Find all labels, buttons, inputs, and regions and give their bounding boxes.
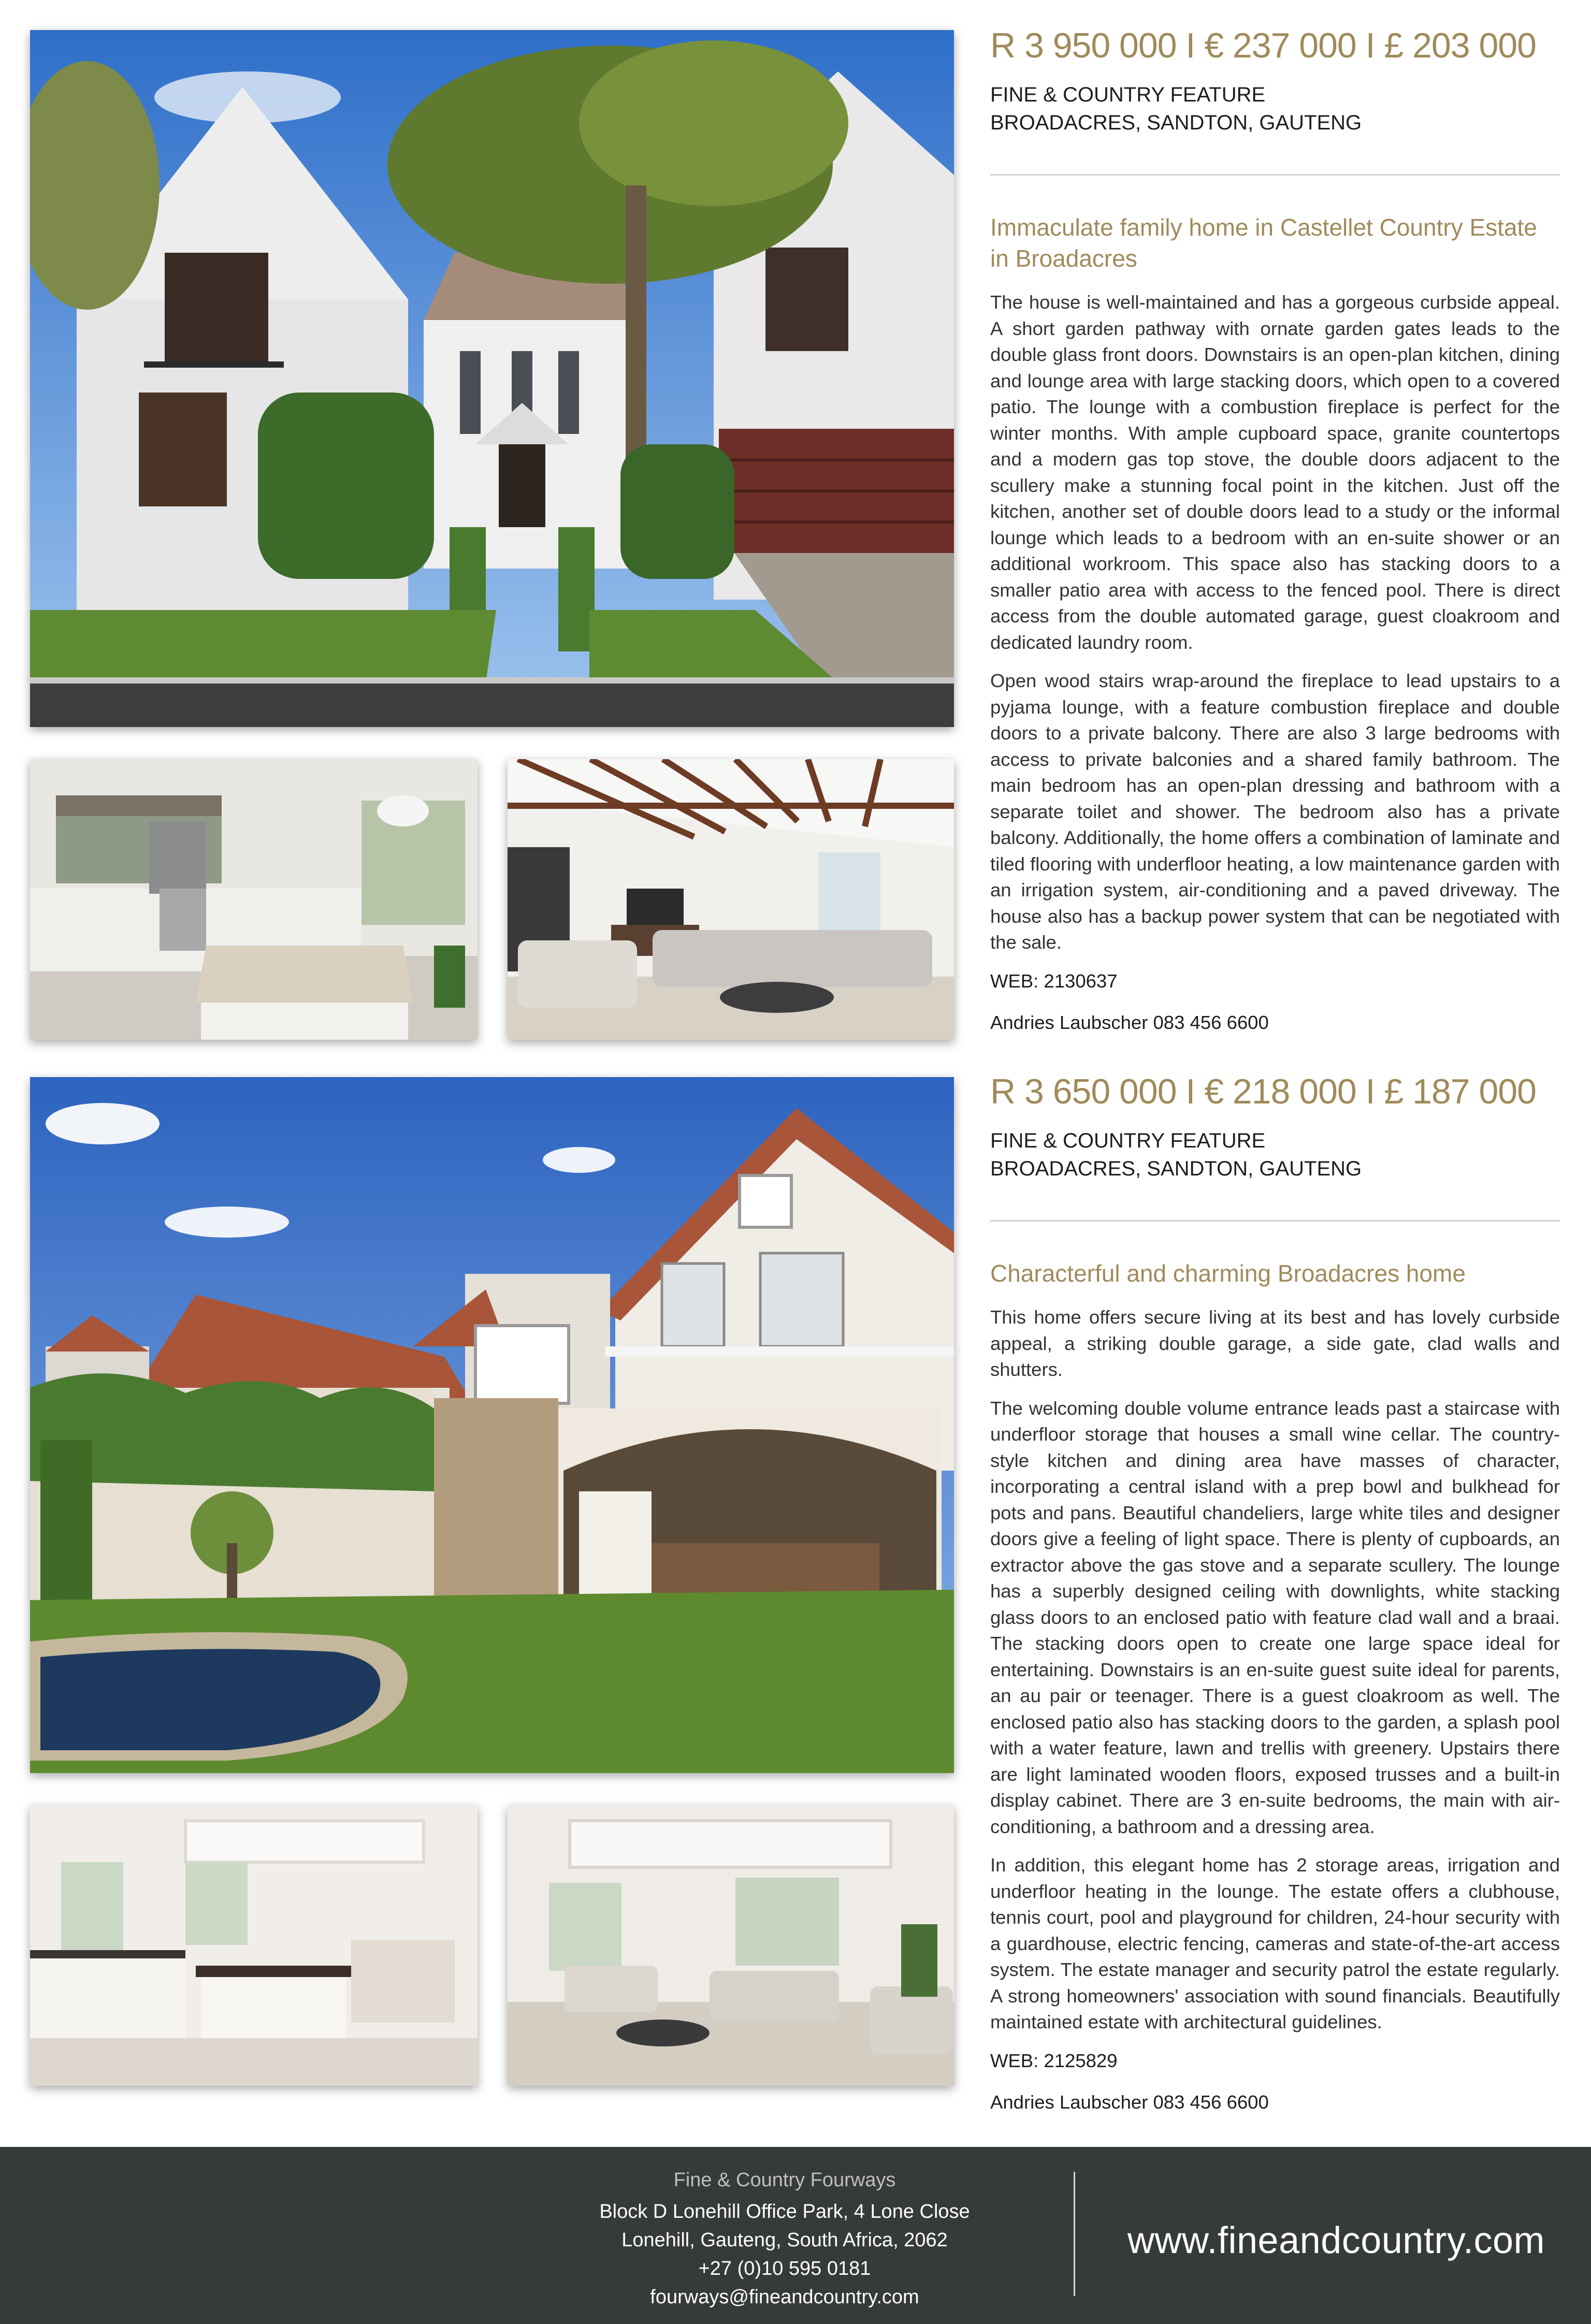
listing2-feature-block (990, 1127, 1560, 1183)
footer-office-block (518, 2168, 1051, 2312)
listing1-kitchen-photo (30, 759, 478, 1040)
listing2-kitchen-photo (30, 1805, 478, 2086)
listing1-location: BROADACRES, SANDTON, GAUTENG (990, 111, 1362, 134)
listing2-lounge-photo (508, 1805, 954, 2086)
footer-phone[interactable]: +27 (0)10 595 0181 (698, 2258, 871, 2279)
listing2-agent-contact: Andries Laubscher 083 456 6600 (990, 2091, 1269, 2113)
footer-office-name: Fine & Country Fourways (673, 2169, 896, 2191)
listing1-web-reference: WEB: 2130637 (990, 970, 1118, 992)
listing1-headline: Immaculate family home in Castellet Country Estate in Broadacres (990, 214, 1537, 272)
footer-address-line: Lonehill, Gauteng, South Africa, 2062 (621, 2229, 948, 2251)
listing1-divider (990, 174, 1560, 176)
listing1-feature-block (990, 81, 1560, 137)
footer-email-link[interactable]: fourways@fineandcountry.com (650, 2286, 919, 2308)
listing1-price: R 3 950 000 I € 237 000 I £ 203 000 (990, 26, 1536, 65)
listing2-headline: Characterful and charming Broadacres home (990, 1260, 1466, 1287)
listing1-main-photo (30, 30, 954, 727)
listing2-location: BROADACRES, SANDTON, GAUTENG (990, 1157, 1362, 1180)
listing1-paragraph: Open wood stairs wrap-around the fireplace to lead upstairs to a pyjama lounge, with a feature combustion fireplace and double doors to a private balcony. There are also 3 large bedrooms with access to private balconies and a shared family bathroom. The main bedroom has an open-plan dressing and bathroom with a separate toilet and shower. The bedroom also has a private balcony. Additionally, the home offers a combination of laminate and tiled flooring with underfloor heating, a low maintenance garden with an irrigation system, air-conditioning and a paved driveway. The house also has a backup power system that can be negotiated with the sale. (990, 670, 1560, 953)
listing2-divider (990, 1220, 1560, 1222)
listing2-price: R 3 650 000 I € 218 000 I £ 187 000 (990, 1072, 1536, 1111)
footer-website-link[interactable]: www.fineandcountry.com (1127, 2220, 1545, 2261)
listing2-paragraph: The welcoming double volume entrance leads past a staircase with underfloor storage that houses a small wine cellar. The country-style kitchen and dining area have masses of character, incorporating a central island with a prep bowl and bulkhead for pots and pans. Beautiful chandeliers, large white tiles and designer doors give a feeling of light space. There is plenty of cupboards, an extractor above the gas stove and a separate scullery. The lounge has a superbly designed ceiling with downlights, white stacking glass doors to an enclosed patio with feature clad wall and a braai. The stacking doors open to create one large space ideal for entertaining. Downstairs is an en-suite guest suite ideal for parents, an au pair or teenager. There is a guest cloakroom as well. The enclosed patio also has stacking doors to the garden, a splash pool with a water feature, lawn and trellis with greenery. Upstairs there are light laminated wooden floors, exposed trusses and a built-in display cabinet. There are 3 en-suite bedrooms, the main with air-conditioning, a bathroom and a dressing area. (990, 1397, 1560, 1837)
listing2-main-photo (30, 1077, 954, 1773)
listing1-details (990, 28, 1560, 1034)
listing1-agent-contact: Andries Laubscher 083 456 6600 (990, 1011, 1269, 1033)
listing1-feature-label: FINE & COUNTRY FEATURE (990, 83, 1266, 106)
footer-divider (1074, 2172, 1075, 2296)
footer (0, 2147, 1591, 2324)
listing2-paragraph: In addition, this elegant home has 2 storage areas, irrigation and underfloor heating in the lounge. The estate offers a clubhouse, tennis court, pool and playground for children, 24-hour security with a guardhouse, electric fencing, cameras and state-of-the-art access system. The estate manager and security patrol the estate regularly. A strong homeowners' association with sound financials. Beautifully maintained estate with architectural guidelines. (990, 1854, 1560, 2032)
listing1-lounge-photo (508, 759, 954, 1040)
listing1-paragraph: The house is well-maintained and has a gorgeous curbside appeal. A short garden pathway with ornate garden gates leads to the double glass front doors. Downstairs is an open-plan kitchen, dining and lounge area with large stacking doors, which open to a covered patio. The lounge with a combustion fireplace is perfect for the winter months. With ample cupboard space, granite countertops and a modern gas top stove, the double doors adjacent to the scullery make a stunning focal point in the kitchen. Just off the kitchen, another set of double doors lead to a study or the informal lounge which leads to a bedroom with an en-suite shower or an additional workroom. This space also has stacking doors to a smaller patio area with access to the fenced pool. There is direct access from the double automated garage, guest cloakroom and dedicated laundry room. (990, 292, 1560, 653)
listing2-feature-label: FINE & COUNTRY FEATURE (990, 1129, 1266, 1152)
listing2-web-reference: WEB: 2125829 (990, 2050, 1118, 2071)
listing2-details (990, 1074, 1560, 2113)
listing2-paragraph: This home offers secure living at its best and has lovely curbside appeal, a striking double garage, a side gate, clad walls and shutters. (990, 1306, 1560, 1380)
footer-address-line: Block D Lonehill Office Park, 4 Lone Close (599, 2201, 970, 2223)
